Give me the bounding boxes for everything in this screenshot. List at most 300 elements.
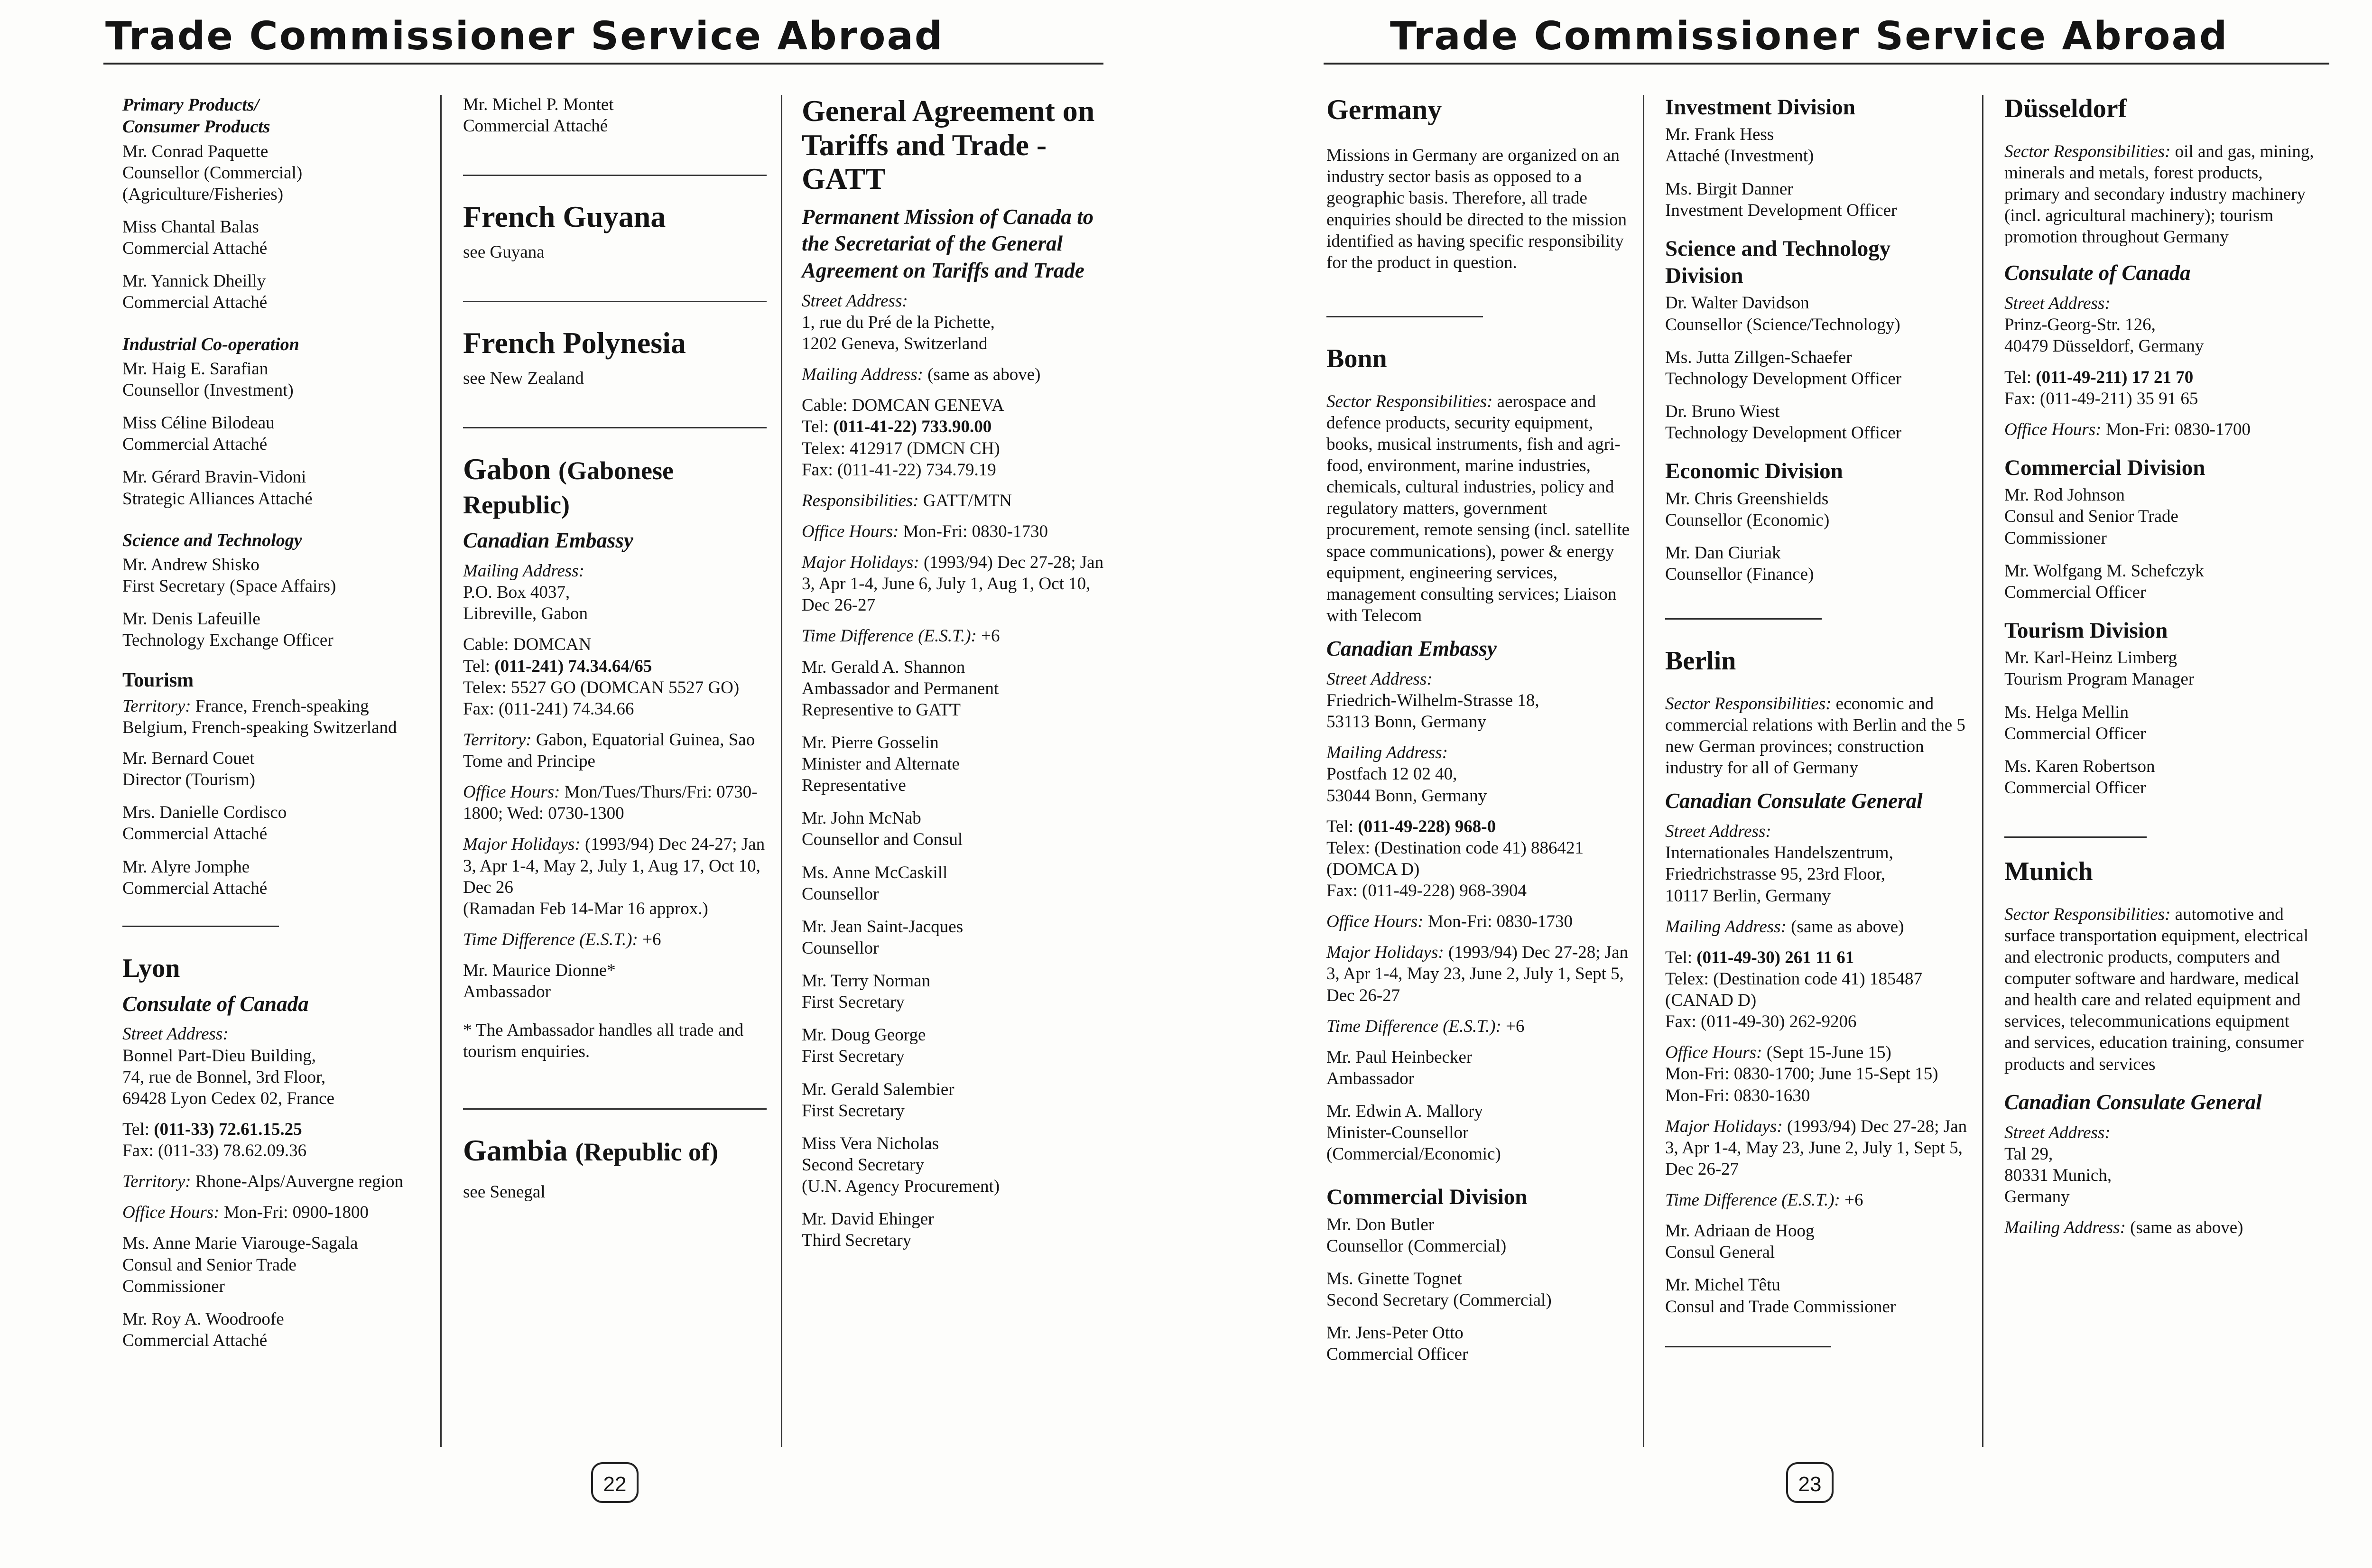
mission-title: Permanent Mission of Canada to the Secretariat of the General Agreement on Tariffs and Trade <box>802 205 1094 282</box>
contact-name: Dr. Walter Davidson <box>1665 293 1809 313</box>
contact-title: Technology Development Officer <box>1665 423 1902 443</box>
contact-title: Ambassador <box>463 982 551 1002</box>
division-title: Commercial Division <box>1326 1185 1528 1210</box>
intro-paragraph: Missions in Germany are organized on an industry sector basis as opposed to a geographic basis. Therefore, all trade enquiries should be directed to the mission identified as having specific responsibility for the product in question. <box>1326 146 1627 272</box>
left-column-1 <box>122 94 426 1363</box>
contact-title: Ambassador <box>1326 1068 1414 1088</box>
contact-entry <box>122 270 426 313</box>
contact-name: Mr. Jean Saint-Jacques <box>802 917 964 937</box>
office-hours-detail: Mon-Fri: 0830-1700; June 15-Sept 15) <box>1665 1064 1938 1084</box>
address-line: Postfach 12 02 40, <box>1326 764 1457 784</box>
responsibilities-line <box>802 490 1115 511</box>
mailing-line <box>2004 1217 2317 1238</box>
contact-name: Mr. Frank Hess <box>1665 125 1774 145</box>
division-title: Science and Technology Division <box>1665 236 1891 288</box>
field-value: +6 <box>642 929 661 949</box>
field-value: (same as above) <box>927 365 1041 385</box>
field-value: +6 <box>981 626 1000 646</box>
field-value: aerospace and defence products, security equipment, books, musical instruments, fish and agri-food, environment, marine industries, chemicals, cultural industries, policy and regulatory matters, government procurement, remote sensing (incl. satellite space communications), power & energy equipment, engineering services, management consulting services; Liaison with Telecom <box>1326 391 1630 625</box>
contact-title: Counsellor (Commercial) <box>1326 1236 1507 1256</box>
address-line: 53113 Bonn, Germany <box>1326 712 1486 732</box>
territory-line <box>122 1171 426 1192</box>
contact-name: Miss Chantal Balas <box>122 217 259 237</box>
contact-name: Mr. David Ehinger <box>802 1209 934 1229</box>
contact-entry <box>122 216 426 259</box>
contact-name: Mr. Gérard Bravin-Vidoni <box>122 467 306 487</box>
time-difference-line <box>802 625 1115 647</box>
contact-title: Representive to GATT <box>802 700 961 720</box>
contact-title: Ambassador and Permanent <box>802 678 999 698</box>
contact-title: Counsellor <box>802 938 879 958</box>
contact-title: First Secretary <box>802 1047 905 1067</box>
field-value: (same as above) <box>1791 917 1904 937</box>
office-hours-line <box>122 1202 426 1223</box>
field-label: Street Address: <box>802 291 908 311</box>
field-label: Tel: <box>463 656 490 676</box>
tel-line <box>1326 816 1630 837</box>
contact-name: Ms. Anne McCaskill <box>802 863 948 882</box>
contact-title: Second Secretary (Commercial) <box>1326 1290 1552 1310</box>
section-separator <box>122 926 279 927</box>
fax-line: Fax: (011-41-22) 734.79.19 <box>802 460 996 480</box>
field-label: Street Address: <box>122 1024 229 1044</box>
contact-entry <box>2004 647 2317 690</box>
contact-entry <box>802 1208 1115 1251</box>
contact-title: Commercial Officer <box>2004 778 2146 798</box>
contact-entry <box>1665 178 1969 221</box>
contact-name: Mr. Karl-Heinz Limberg <box>2004 648 2177 668</box>
section-title <box>122 94 426 138</box>
field-value: +6 <box>1506 1016 1525 1036</box>
contact-title: Commercial Attaché <box>122 824 268 844</box>
field-label: Mailing Address: <box>2004 1218 2126 1238</box>
contact-name: Ms. Anne Marie Viarouge-Sagala <box>122 1234 358 1253</box>
field-label: Office Hours: <box>2004 419 2102 439</box>
contact-title: Commissioner <box>122 1276 225 1296</box>
tel-number: (011-49-211) 17 21 70 <box>2036 367 2194 387</box>
city-title: Bonn <box>1326 343 1387 373</box>
territory-line <box>122 696 426 738</box>
fax-line: Fax: (011-49-228) 968-3904 <box>1326 881 1527 901</box>
contact-entry <box>463 960 767 1002</box>
sector-responsibilities <box>1326 391 1630 626</box>
field-label: Territory: <box>122 696 191 716</box>
contact-entry <box>802 1079 1115 1122</box>
field-label: Territory: <box>463 730 532 750</box>
contact-entry <box>802 916 1115 959</box>
contact-name: Mr. Andrew Shisko <box>122 555 259 575</box>
field-label: Mailing Address: <box>1326 743 1448 763</box>
address-line: Prinz-Georg-Str. 126, <box>2004 315 2156 335</box>
contact-title: (U.N. Agency Procurement) <box>802 1177 1000 1197</box>
telex-line: Telex: (Destination code 41) 185487 (CANAD D) <box>1665 969 1922 1011</box>
field-value: Mon/Tues/Thurs/Fri: 0730-1800; Wed: 0730-1300 <box>463 782 758 824</box>
right-page <box>1214 0 2372 1568</box>
section-separator <box>1326 316 1483 317</box>
contact-entry <box>802 970 1115 1013</box>
country-qualifier: (Gabonese Republic) <box>463 456 674 519</box>
field-value: Mon-Fri: 0900-1800 <box>223 1203 369 1223</box>
country-title <box>463 452 767 520</box>
contact-title: Consul and Trade Commissioner <box>1665 1297 1896 1317</box>
left-column-3 <box>802 94 1115 1262</box>
tel-number: (011-49-30) 261 11 61 <box>1696 947 1854 967</box>
fax-line: Fax: (011-33) 78.62.09.36 <box>122 1141 307 1161</box>
telex-line: Telex: 5527 GO (DOMCAN 5527 GO) <box>463 677 740 697</box>
section-title: Science and Technology <box>122 530 302 550</box>
contact-name: Mr. Conrad Paquette <box>122 141 269 161</box>
country-qualifier: (Republic of) <box>575 1137 718 1166</box>
contact-name: Miss Vera Nicholas <box>802 1133 939 1153</box>
field-label: Street Address: <box>1326 669 1433 689</box>
field-label: Tel: <box>122 1119 149 1139</box>
contact-title: Commercial Attaché <box>122 239 268 259</box>
country-title: French Polynesia <box>463 326 686 360</box>
contact-name: Mr. Don Butler <box>1326 1215 1435 1234</box>
contact-entry <box>122 1233 426 1297</box>
contact-title: Commercial Officer <box>2004 582 2146 602</box>
contact-title: First Secretary <box>802 1101 905 1121</box>
section-title-line: Primary Products/ <box>122 95 259 115</box>
header-rule-left <box>103 63 1103 65</box>
contact-entry <box>1326 1268 1630 1311</box>
contact-entry <box>122 358 426 401</box>
address-line: Germany <box>2004 1187 2070 1206</box>
contact-title: Commercial Attaché <box>463 116 608 136</box>
contact-entry <box>1665 347 1969 390</box>
office-hours-detail: Mon-Fri: 0830-1630 <box>1665 1086 1810 1105</box>
section-separator <box>2004 836 2147 838</box>
address-line: Bonnel Part-Dieu Building, <box>122 1046 316 1066</box>
address-line: Internationales Handelszentrum, <box>1665 843 1893 863</box>
contact-entry <box>802 1133 1115 1197</box>
contact-entry <box>122 802 426 844</box>
field-label: Time Difference (E.S.T.): <box>463 929 638 949</box>
contact-entry <box>122 856 426 899</box>
field-label: Office Hours: <box>122 1203 220 1223</box>
country-title: French Guyana <box>463 200 666 234</box>
contact-title: Attaché (Investment) <box>1665 146 1814 166</box>
column-divider <box>1643 95 1644 1447</box>
field-label: Major Holidays: <box>802 553 919 573</box>
contact-title: First Secretary (Space Affairs) <box>122 576 336 596</box>
field-value: (1993/94) Dec 27-28; Jan 3, Apr 1-4, June 6, July 1, Aug 1, Oct 10, Dec 26-27 <box>802 553 1104 615</box>
field-value: (same as above) <box>2130 1218 2243 1238</box>
contact-title: Commercial Attaché <box>122 878 268 898</box>
field-value: Gabon, Equatorial Guinea, Sao Tome and Principe <box>463 730 755 771</box>
mission-title: Consulate of Canada <box>122 992 309 1016</box>
contact-title: Commercial Attaché <box>122 435 268 455</box>
contact-entry <box>1665 292 1969 335</box>
contact-title: Second Secretary <box>802 1155 924 1175</box>
column-divider <box>1982 95 1983 1447</box>
division-title: Commercial Division <box>2004 455 2205 480</box>
organization-title: General Agreement on Tariffs and Trade - GATT <box>802 94 1095 196</box>
contact-entry <box>1665 401 1969 444</box>
contact-title: Commissioner <box>2004 528 2107 548</box>
contact-title: Tourism Program Manager <box>2004 669 2195 689</box>
page-header-right: Trade Commissioner Service Abroad <box>1390 14 2229 59</box>
contact-name: Mr. Wolfgang M. Schefczyk <box>2004 561 2204 581</box>
contact-title: Director (Tourism) <box>122 770 255 790</box>
contact-title: First Secretary <box>802 993 905 1012</box>
mailing-line <box>802 364 1115 385</box>
field-label: Sector Responsibilities: <box>2004 904 2171 924</box>
field-label: Time Difference (E.S.T.): <box>1326 1016 1501 1036</box>
see-reference: see Senegal <box>463 1182 546 1202</box>
contact-entry <box>1665 124 1969 167</box>
contact-entry <box>122 554 426 597</box>
contact-name: Mr. Jens-Peter Otto <box>1326 1323 1464 1343</box>
contact-title: Commercial Officer <box>2004 724 2146 743</box>
city-title: Lyon <box>122 953 180 983</box>
contact-title: Counsellor (Investment) <box>122 380 294 400</box>
division-title: Economic Division <box>1665 459 1843 484</box>
contact-entry <box>1665 488 1969 531</box>
country-title: Germany <box>1326 94 1442 125</box>
field-label: Tel: <box>1326 816 1353 836</box>
contact-name: Mrs. Danielle Cordisco <box>122 803 287 823</box>
contact-entry <box>122 608 426 651</box>
tel-line <box>2004 367 2317 388</box>
contact-name: Mr. Edwin A. Mallory <box>1326 1102 1483 1122</box>
contact-title: Counsellor (Commercial) <box>122 163 303 183</box>
field-label: Time Difference (E.S.T.): <box>1665 1190 1840 1210</box>
page-number: 23 <box>1786 1462 1834 1503</box>
tel-number: (011-33) 72.61.15.25 <box>154 1119 302 1139</box>
holidays-line <box>463 834 767 898</box>
contact-title: Technology Development Officer <box>1665 369 1902 389</box>
contact-name: Mr. Maurice Dionne* <box>463 961 616 981</box>
contact-name: Mr. Gerald Salembier <box>802 1079 954 1099</box>
contact-name: Mr. Doug George <box>802 1025 926 1045</box>
contact-title: (Agriculture/Fisheries) <box>122 184 284 204</box>
contact-name: Mr. Bernard Couet <box>122 749 255 769</box>
contact-entry <box>1326 1101 1630 1165</box>
field-label: Time Difference (E.S.T.): <box>802 626 977 646</box>
field-label: Mailing Address: <box>802 365 923 385</box>
address-line: Friedrichstrasse 95, 23rd Floor, <box>1665 864 1886 884</box>
contact-name: Mr. John McNab <box>802 808 921 828</box>
field-label: Mailing Address: <box>463 561 584 581</box>
mission-title: Consulate of Canada <box>2004 261 2191 285</box>
address-line: 53044 Bonn, Germany <box>1326 786 1487 806</box>
contact-title: Third Secretary <box>802 1231 912 1251</box>
sector-responsibilities <box>1665 693 1969 779</box>
field-label: Office Hours: <box>1665 1043 1762 1063</box>
field-value: Rhone-Alps/Auvergne region <box>195 1172 403 1192</box>
field-label: Sector Responsibilities: <box>2004 141 2171 161</box>
tel-number: (011-41-22) 733.90.00 <box>833 417 992 437</box>
contact-name: Mr. Haig E. Sarafian <box>122 359 269 379</box>
holidays-line <box>1326 942 1630 1006</box>
field-value: France, French-speaking Belgium, French-speaking Switzerland <box>122 696 397 737</box>
field-label: Sector Responsibilities: <box>1326 391 1493 411</box>
contact-title: Consul and Senior Trade <box>2004 507 2178 527</box>
tel-line <box>122 1119 426 1140</box>
holidays-note: (Ramadan Feb 14-Mar 16 approx.) <box>463 899 708 919</box>
field-label: Sector Responsibilities: <box>1665 694 1832 714</box>
see-reference: see Guyana <box>463 242 545 262</box>
page-header-left: Trade Commissioner Service Abroad <box>105 14 944 59</box>
contact-entry <box>802 862 1115 905</box>
field-value: (1993/94) Dec 27-28; Jan 3, Apr 1-4, May 23, June 2, July 1, Sept 5, Dec 26-27 <box>1665 1116 1967 1179</box>
footnote: * The Ambassador handles all trade and tourism enquiries. <box>463 1021 744 1062</box>
field-value: Mon-Fri: 0830-1700 <box>2105 419 2251 439</box>
contact-name: Ms. Ginette Tognet <box>1326 1269 1462 1289</box>
section-title-line: Consumer Products <box>122 117 270 137</box>
telex-line: Telex: 412917 (DMCN CH) <box>802 438 1000 458</box>
fax-line: Fax: (011-49-30) 262-9206 <box>1665 1012 1857 1032</box>
field-label: Street Address: <box>1665 822 1771 842</box>
contact-name: Mr. Chris Greenshields <box>1665 489 1829 509</box>
tel-line <box>1665 947 1969 968</box>
contact-title: Counsellor (Finance) <box>1665 564 1814 584</box>
contact-entry <box>122 1308 426 1351</box>
field-value: (1993/94) Dec 27-28; Jan 3, Apr 1-4, May 23, June 2, July 1, Sept 5, Dec 26-27 <box>1326 943 1629 1005</box>
office-hours-line <box>463 781 767 824</box>
contact-name: Mr. Pierre Gosselin <box>802 733 939 752</box>
tel-line <box>802 416 1115 437</box>
contact-title: Consul General <box>1665 1243 1775 1262</box>
field-value: (1993/94) Dec 24-27; Jan 3, Apr 1-4, May 2, July 1, Aug 17, Oct 10, Dec 26 <box>463 835 765 897</box>
city-title: Düsseldorf <box>2004 94 2127 123</box>
column-divider <box>440 95 442 1447</box>
field-value: Mon-Fri: 0830-1730 <box>1427 912 1573 932</box>
cable-line: Cable: DOMCAN <box>463 635 592 655</box>
contact-entry <box>1326 1047 1630 1089</box>
sector-responsibilities <box>2004 141 2317 248</box>
mission-title: Canadian Embassy <box>463 529 633 553</box>
field-label: Street Address: <box>2004 294 2111 314</box>
right-column-1 <box>1326 94 1630 1377</box>
contact-entry <box>1326 1214 1630 1257</box>
contact-entry <box>1665 1220 1969 1263</box>
contact-name: Ms. Karen Robertson <box>2004 756 2155 776</box>
territory-line <box>463 729 767 772</box>
field-label: Tel: <box>2004 367 2031 387</box>
country-title <box>463 1133 767 1168</box>
contact-entry <box>2004 484 2317 548</box>
address-line: 40479 Düsseldorf, Germany <box>2004 336 2204 356</box>
contact-entry <box>2004 560 2317 603</box>
section-separator <box>463 301 767 302</box>
sector-responsibilities <box>2004 904 2317 1075</box>
contact-name: Mr. Alyre Jomphe <box>122 857 250 877</box>
section-separator <box>1665 618 1822 620</box>
time-difference-line <box>1326 1016 1630 1037</box>
left-column-2 <box>463 94 767 1212</box>
contact-title: Minister-Counsellor <box>1326 1123 1469 1143</box>
contact-name: Ms. Birgit Danner <box>1665 179 1793 199</box>
address-line: 74, rue de Bonnel, 3rd Floor, <box>122 1067 326 1087</box>
address-line: 1202 Geneva, Switzerland <box>802 334 988 354</box>
contact-title: Counsellor <box>802 884 879 904</box>
section-separator <box>463 1108 767 1110</box>
right-column-2 <box>1665 94 1969 1374</box>
fax-line: Fax: (011-49-211) 35 91 65 <box>2004 389 2198 408</box>
contact-name: Mr. Michel P. Montet <box>463 95 614 114</box>
section-separator <box>1665 1346 1831 1347</box>
page-number: 22 <box>591 1462 639 1503</box>
fax-line: Fax: (011-241) 74.34.66 <box>463 699 634 719</box>
contact-title: Consul and Senior Trade <box>122 1255 296 1275</box>
field-value: (Sept 15-June 15) <box>1766 1043 1891 1063</box>
column-divider <box>781 95 782 1447</box>
field-label: Mailing Address: <box>1665 917 1787 937</box>
field-label: Street Address: <box>2004 1123 2111 1142</box>
contact-title: Counsellor and Consul <box>802 830 963 850</box>
contact-entry <box>802 1024 1115 1067</box>
contact-title: Minister and Alternate <box>802 754 960 774</box>
division-title: Investment Division <box>1665 95 1855 120</box>
contact-name: Dr. Bruno Wiest <box>1665 401 1780 421</box>
city-title: Munich <box>2004 857 2093 887</box>
time-difference-line <box>1665 1189 1969 1211</box>
field-label: Office Hours: <box>802 521 899 541</box>
contact-title: Representative <box>802 776 906 796</box>
right-column-3 <box>2004 94 2317 1248</box>
field-value: Mon-Fri: 0830-1730 <box>903 521 1048 541</box>
mission-title: Canadian Consulate General <box>1665 789 1923 813</box>
contact-name: Mr. Michel Têtu <box>1665 1275 1780 1295</box>
field-value: GATT/MTN <box>923 491 1012 510</box>
contact-title: Commercial Attaché <box>122 293 268 313</box>
field-label: Territory: <box>122 1172 191 1192</box>
contact-name: Mr. Terry Norman <box>802 971 931 991</box>
field-value: economic and commercial relations with Berlin and the 5 new German provinces; construction industry for all of Germany <box>1665 694 1965 778</box>
contact-name: Mr. Rod Johnson <box>2004 485 2125 505</box>
see-reference: see New Zealand <box>463 368 584 388</box>
office-hours-line <box>2004 419 2317 440</box>
contact-title: Strategic Alliances Attaché <box>122 489 313 509</box>
contact-entry <box>802 732 1115 796</box>
field-label: Major Holidays: <box>463 835 581 854</box>
contact-name: Mr. Paul Heinbecker <box>1326 1047 1473 1067</box>
contact-entry <box>1665 1274 1969 1317</box>
office-hours-line <box>802 521 1115 542</box>
contact-entry <box>802 657 1115 721</box>
address-line: Tal 29, <box>2004 1144 2053 1164</box>
address-line: Libreville, Gabon <box>463 604 588 624</box>
contact-entry <box>2004 756 2317 798</box>
address-line: 10117 Berlin, Germany <box>1665 886 1831 906</box>
field-value: automotive and surface transportation equipment, electrical and electronic products, computers and computer software and hardware, medical and health care and related equipment and services, telecommunications equipment and services, education training, consumer products and services <box>2004 904 2309 1074</box>
contact-entry <box>2004 702 2317 744</box>
contact-entry <box>122 141 426 205</box>
contact-name: Mr. Gerald A. Shannon <box>802 657 965 677</box>
field-label: Tel: <box>1665 947 1692 967</box>
office-hours-line <box>1326 911 1630 932</box>
tel-line <box>463 656 767 677</box>
contact-name: Mr. Denis Lafeuille <box>122 609 260 629</box>
contact-name: Mr. Roy A. Woodroofe <box>122 1309 284 1329</box>
holidays-line <box>1665 1116 1969 1180</box>
contact-title: (Commercial/Economic) <box>1326 1144 1501 1164</box>
header-rule-right <box>1324 63 2329 65</box>
tel-number: (011-241) 74.34.64/65 <box>494 656 652 676</box>
contact-entry <box>122 748 426 790</box>
address-line: 1, rue du Pré de la Pichette, <box>802 312 995 332</box>
holidays-line <box>802 552 1115 616</box>
mission-title: Canadian Consulate General <box>2004 1090 2262 1114</box>
field-label: Major Holidays: <box>1665 1116 1783 1136</box>
contact-name: Mr. Yannick Dheilly <box>122 271 266 291</box>
address-line: P.O. Box 4037, <box>463 583 570 603</box>
field-value: oil and gas, mining, minerals and metals, forest products, primary and secondary industry machinery (incl. agricultural machinery); tourism promotion throughout Germany <box>2004 141 2314 247</box>
field-label: Office Hours: <box>463 782 560 802</box>
field-label: Major Holidays: <box>1326 943 1444 963</box>
